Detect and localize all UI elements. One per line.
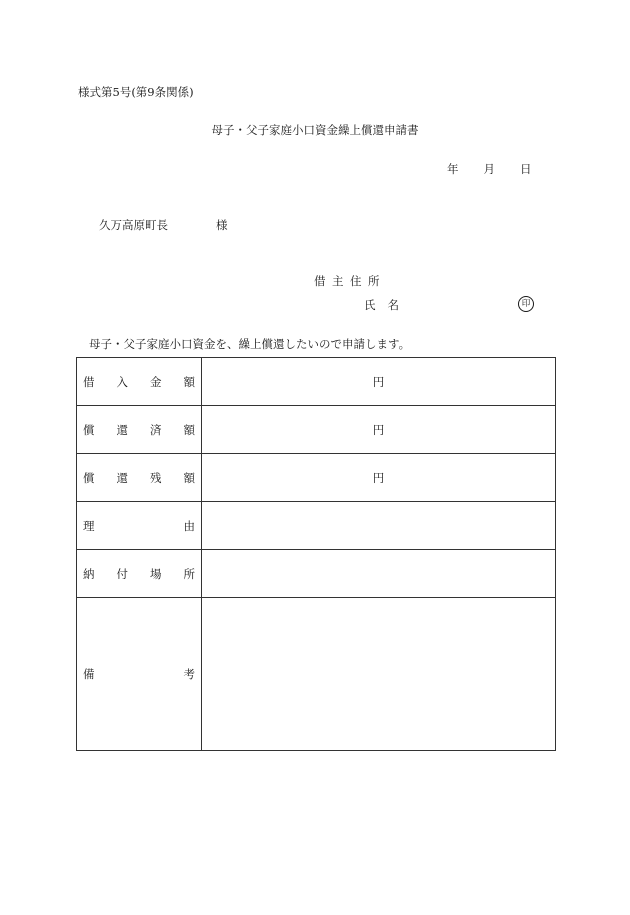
date-line xyxy=(447,162,532,176)
payment-place-field[interactable] xyxy=(202,550,556,598)
row-label: 償 還 済 額 xyxy=(77,406,202,454)
row-label: 償 還 残 額 xyxy=(77,454,202,502)
table-row xyxy=(77,358,556,406)
borrowed-amount-field[interactable]: 円 xyxy=(202,358,556,406)
repaid-amount-field[interactable]: 円 xyxy=(202,406,556,454)
table-row xyxy=(77,598,556,751)
form-number: 様式第5号(第9条関係) xyxy=(78,85,194,99)
request-statement: 母子・父子家庭小口資金を、繰上償還したいので申請します。 xyxy=(89,337,411,351)
document-title: 母子・父子家庭小口資金繰上償還申請書 xyxy=(211,123,419,137)
date-month: 月 xyxy=(483,162,495,176)
borrower-address-label: 借主住所 xyxy=(314,274,386,288)
table-row xyxy=(77,454,556,502)
addressee-name: 久万高原町長 xyxy=(99,218,168,232)
date-year: 年 xyxy=(447,162,459,176)
borrower-name-label: 氏名 xyxy=(364,298,411,312)
reason-field[interactable] xyxy=(202,502,556,550)
table-row xyxy=(77,406,556,454)
remarks-field[interactable] xyxy=(202,598,556,751)
row-label: 納 付 場 所 xyxy=(77,550,202,598)
table-row xyxy=(77,550,556,598)
addressee xyxy=(99,218,228,232)
date-day: 日 xyxy=(520,162,532,176)
row-label: 理 由 xyxy=(77,502,202,550)
row-label: 備 考 xyxy=(77,598,202,751)
seal-mark-icon: 印 xyxy=(518,296,534,312)
repayment-table xyxy=(76,357,556,751)
row-label: 借 入 金 額 xyxy=(77,358,202,406)
table-row xyxy=(77,502,556,550)
addressee-honorific: 様 xyxy=(216,218,228,232)
remaining-amount-field[interactable]: 円 xyxy=(202,454,556,502)
